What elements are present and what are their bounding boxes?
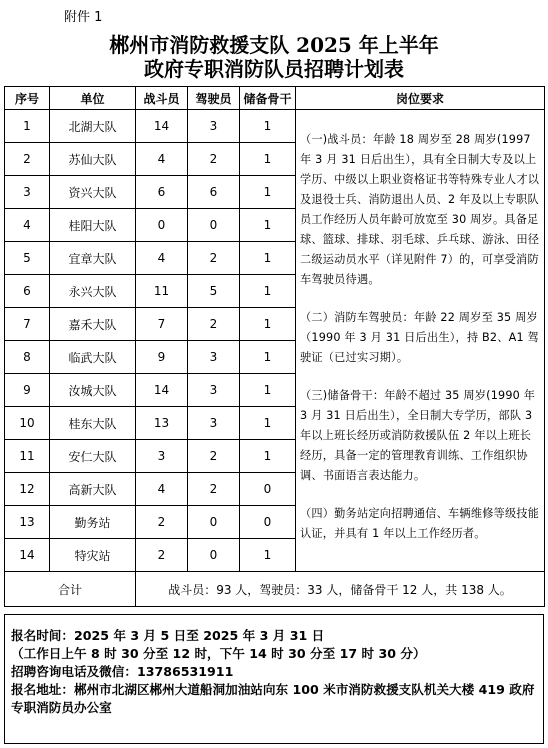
row-firefighter: 14 [136, 374, 188, 407]
row-index: 12 [5, 473, 50, 506]
row-driver: 3 [188, 407, 240, 440]
requirement-item: （一)战斗员：年龄 18 周岁至 28 周岁(1997 年 3 月 31 日后出生），具有全日制大专及以上学历、中级以上职业资格证书等特殊专业人才以及退役士兵、消防退出人员、2 年及以上专职队员工作经历人员年龄可放宽至 30 周岁。具备足球、篮球、排球、羽毛球、乒乓球、游泳、田径二级运动员水平（详见附件 7）的，可享受消防车驾驶员待遇。 [300, 133, 540, 286]
registration-info [4, 614, 544, 744]
header-requirements: 岗位要求 [296, 87, 545, 110]
row-unit: 资兴大队 [50, 176, 136, 209]
row-unit: 汝城大队 [50, 374, 136, 407]
header-firefighter: 战斗员 [136, 87, 188, 110]
row-reserve: 1 [240, 539, 296, 572]
header-reserve: 储备骨干 [240, 87, 296, 110]
row-driver: 3 [188, 341, 240, 374]
row-reserve: 0 [240, 506, 296, 539]
row-index: 3 [5, 176, 50, 209]
row-driver: 0 [188, 209, 240, 242]
row-reserve: 1 [240, 275, 296, 308]
page-subtitle: 政府专职消防队员招聘计划表 [144, 57, 404, 81]
row-index: 9 [5, 374, 50, 407]
row-index: 1 [5, 110, 50, 143]
registration-time: 报名时间：2025 年 3 月 5 日至 2025 年 3 月 31 日 [11, 628, 325, 643]
row-reserve: 1 [240, 143, 296, 176]
row-driver: 0 [188, 506, 240, 539]
row-unit: 高新大队 [50, 473, 136, 506]
row-reserve: 1 [240, 341, 296, 374]
attachment-label: 附件 1 [64, 10, 103, 25]
row-driver: 2 [188, 242, 240, 275]
row-firefighter: 4 [136, 242, 188, 275]
row-reserve: 1 [240, 440, 296, 473]
row-unit: 勤务站 [50, 506, 136, 539]
row-driver: 5 [188, 275, 240, 308]
row-firefighter: 14 [136, 110, 188, 143]
row-driver: 3 [188, 374, 240, 407]
requirement-item: （四）勤务站定向招聘通信、车辆维修等级技能认证，并具有 1 年以上工作经历者。 [300, 507, 540, 540]
row-index: 11 [5, 440, 50, 473]
row-index: 8 [5, 341, 50, 374]
row-reserve: 1 [240, 308, 296, 341]
row-index: 6 [5, 275, 50, 308]
row-unit: 苏仙大队 [50, 143, 136, 176]
row-index: 14 [5, 539, 50, 572]
row-index: 2 [5, 143, 50, 176]
row-firefighter: 9 [136, 341, 188, 374]
row-index: 5 [5, 242, 50, 275]
row-reserve: 1 [240, 209, 296, 242]
row-unit: 嘉禾大队 [50, 308, 136, 341]
row-unit: 桂阳大队 [50, 209, 136, 242]
row-reserve: 1 [240, 374, 296, 407]
row-driver: 6 [188, 176, 240, 209]
row-reserve: 1 [240, 110, 296, 143]
table-row [5, 110, 545, 143]
row-unit: 北湖大队 [50, 110, 136, 143]
row-index: 4 [5, 209, 50, 242]
row-firefighter: 0 [136, 209, 188, 242]
row-index: 7 [5, 308, 50, 341]
row-firefighter: 3 [136, 440, 188, 473]
row-driver: 0 [188, 539, 240, 572]
row-firefighter: 2 [136, 506, 188, 539]
header-unit: 单位 [50, 87, 136, 110]
row-driver: 2 [188, 143, 240, 176]
row-reserve: 1 [240, 407, 296, 440]
recruitment-table [4, 86, 545, 607]
row-driver: 2 [188, 308, 240, 341]
row-reserve: 0 [240, 473, 296, 506]
row-firefighter: 4 [136, 143, 188, 176]
row-unit: 临武大队 [50, 341, 136, 374]
requirement-item: （二）消防车驾驶员：年龄 22 周岁至 35 周岁（1990 年 3 月 31 日后出生），持 B2、A1 驾驶证（已过实习期）。 [300, 311, 539, 364]
header-driver: 驾驶员 [188, 87, 240, 110]
registration-address: 报名地址：郴州市北湖区郴州大道船洞加油站向东 100 米市消防救援支队机关大楼 419 政府专职消防员办公室 [11, 682, 535, 715]
row-driver: 2 [188, 473, 240, 506]
row-unit: 安仁大队 [50, 440, 136, 473]
row-index: 13 [5, 506, 50, 539]
row-index: 10 [5, 407, 50, 440]
row-firefighter: 6 [136, 176, 188, 209]
contact-phone: 招聘咨询电话及微信：13786531911 [11, 664, 234, 679]
header-index: 序号 [5, 87, 50, 110]
row-driver: 2 [188, 440, 240, 473]
requirements-cell [296, 110, 545, 572]
total-text: 战斗员：93 人，驾驶员：33 人，储备骨干 12 人，共 138 人。 [136, 572, 545, 607]
row-reserve: 1 [240, 242, 296, 275]
row-unit: 特灾站 [50, 539, 136, 572]
total-label: 合计 [5, 572, 136, 607]
page-title: 郴州市消防救援支队 2025 年上半年 [109, 33, 439, 57]
row-driver: 3 [188, 110, 240, 143]
row-unit: 永兴大队 [50, 275, 136, 308]
requirement-item: （三)储备骨干：年龄不超过 35 周岁(1990 年 3 月 31 日后出生），全日制大专学历，部队 3 年以上班长经历或消防救援队伍 2 年以上班长经历，具备一定的管理教育训练、工作组织协调、书面语言表达能力。 [300, 389, 536, 482]
total-row [5, 572, 545, 607]
row-firefighter: 2 [136, 539, 188, 572]
working-hours: （工作日上午 8 时 30 分至 12 时，下午 14 时 30 分至 17 时 30 分） [11, 646, 426, 661]
row-firefighter: 4 [136, 473, 188, 506]
row-reserve: 1 [240, 176, 296, 209]
row-firefighter: 11 [136, 275, 188, 308]
row-firefighter: 7 [136, 308, 188, 341]
row-unit: 宜章大队 [50, 242, 136, 275]
row-unit: 桂东大队 [50, 407, 136, 440]
row-firefighter: 13 [136, 407, 188, 440]
table-header-row [5, 87, 545, 110]
